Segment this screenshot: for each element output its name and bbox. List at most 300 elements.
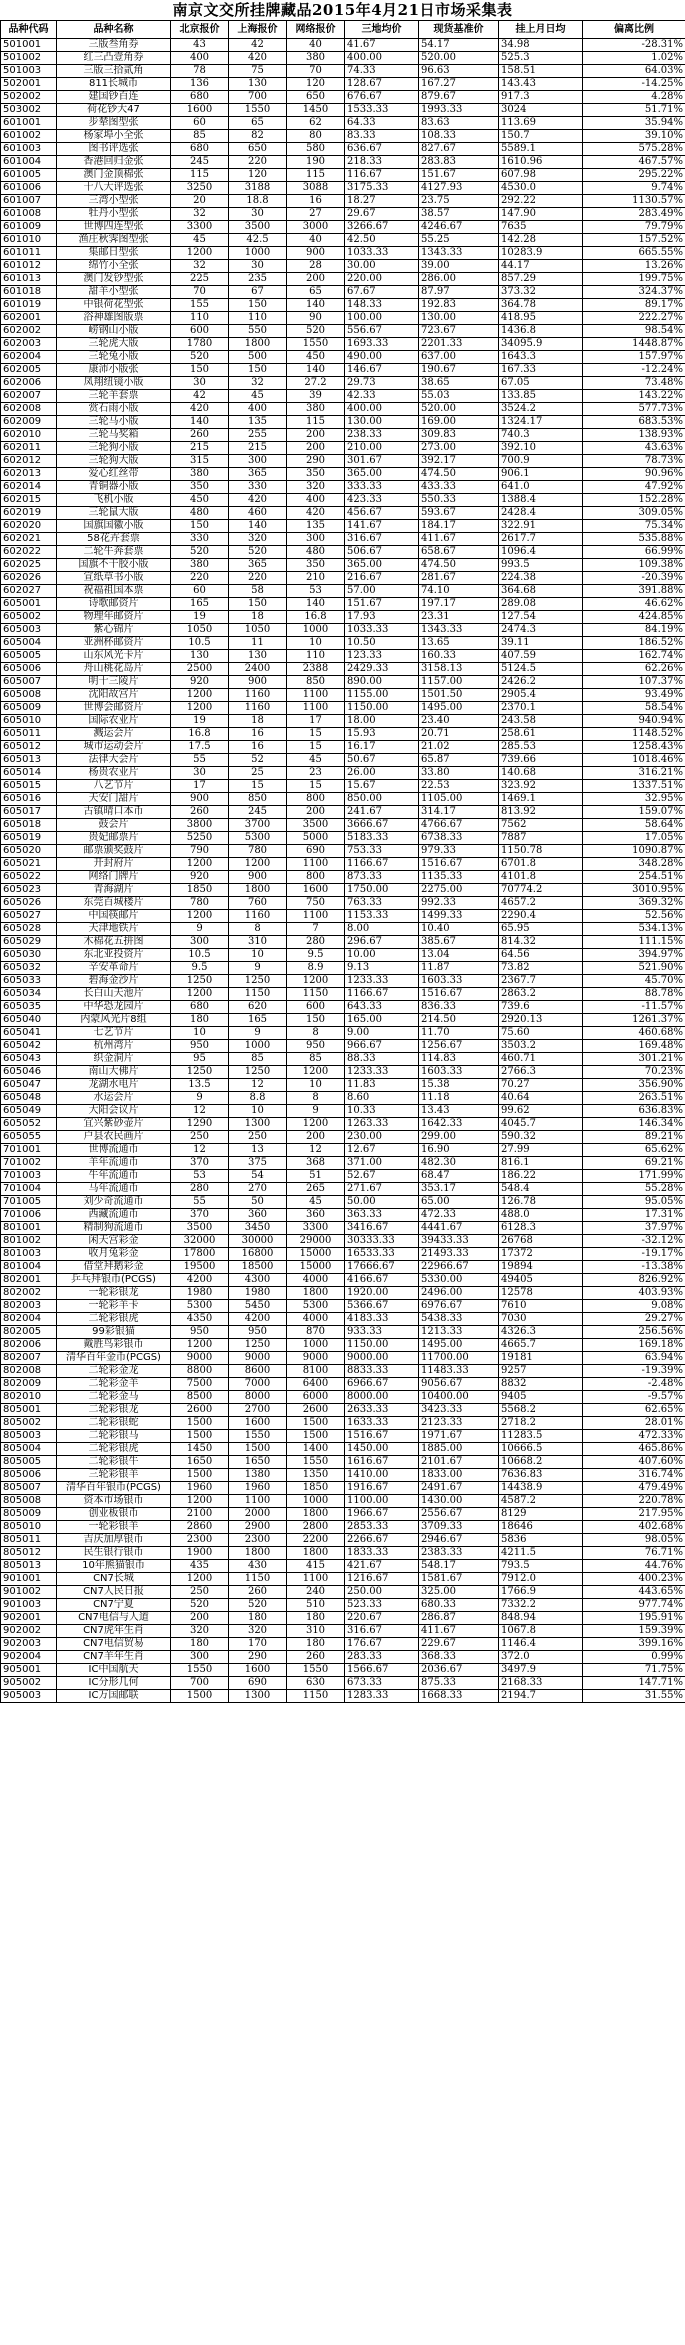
online-price-cell: 368 (287, 1157, 345, 1170)
name-cell: 古镇晴口本币 (57, 806, 171, 819)
code-cell: 605002 (1, 611, 57, 624)
spot-price-cell: 1668.33 (419, 1690, 499, 1703)
listed-avg-cell: 392.10 (499, 442, 583, 455)
code-cell: 805007 (1, 1482, 57, 1495)
table-row (1, 234, 685, 247)
beijing-price-cell: 155 (171, 299, 229, 312)
deviation-cell: 826.92% (583, 1274, 685, 1287)
deviation-cell: 356.90% (583, 1079, 685, 1092)
spot-price-cell: 15.38 (419, 1079, 499, 1092)
online-price-cell: 90 (287, 312, 345, 325)
name-cell: 步辇图型张 (57, 117, 171, 130)
document-title: 南京文交所挂牌藏品2015年4月21日市场采集表 (172, 1, 513, 19)
deviation-cell: 3010.95% (583, 884, 685, 897)
online-price-cell: 450 (287, 351, 345, 364)
name-cell: 借堂拜鹅彩金 (57, 1261, 171, 1274)
listed-avg-cell: 292.22 (499, 195, 583, 208)
deviation-cell: 159.39% (583, 1625, 685, 1638)
avg-price-cell: 18.27 (345, 195, 419, 208)
avg-price-cell: 250.00 (345, 1586, 419, 1599)
beijing-price-cell: 7500 (171, 1378, 229, 1391)
spot-price-cell: 13.43 (419, 1105, 499, 1118)
listed-avg-cell: 906.1 (499, 468, 583, 481)
beijing-price-cell: 920 (171, 871, 229, 884)
deviation-cell: 35.94% (583, 117, 685, 130)
deviation-cell: 17.31% (583, 1209, 685, 1222)
online-price-cell: 850 (287, 676, 345, 689)
table-row (1, 208, 685, 221)
beijing-price-cell: 95 (171, 1053, 229, 1066)
beijing-price-cell: 4350 (171, 1313, 229, 1326)
deviation-cell: 1018.46% (583, 754, 685, 767)
spot-price-cell: 1516.67 (419, 858, 499, 871)
name-cell: 一轮彩银龙 (57, 1287, 171, 1300)
online-price-cell: 1200 (287, 1118, 345, 1131)
spot-price-cell: 385.67 (419, 936, 499, 949)
deviation-cell: 62.26% (583, 663, 685, 676)
table-row (1, 910, 685, 923)
spot-price-cell: 108.33 (419, 130, 499, 143)
code-cell: 802010 (1, 1391, 57, 1404)
listed-avg-cell: 525.3 (499, 52, 583, 65)
table-row (1, 1274, 685, 1287)
online-price-cell: 45 (287, 1196, 345, 1209)
spot-price-cell: 11700.00 (419, 1352, 499, 1365)
spot-price-cell: 2101.67 (419, 1456, 499, 1469)
table-row (1, 91, 685, 104)
code-cell: 802002 (1, 1287, 57, 1300)
shanghai-price-cell: 2400 (229, 663, 287, 676)
code-cell: 802003 (1, 1300, 57, 1313)
beijing-price-cell: 42 (171, 390, 229, 403)
listed-avg-cell: 7636.83 (499, 1469, 583, 1482)
listed-avg-cell: 1388.4 (499, 494, 583, 507)
code-cell: 701006 (1, 1209, 57, 1222)
shanghai-price-cell: 1980 (229, 1287, 287, 1300)
spot-price-cell: 9056.67 (419, 1378, 499, 1391)
code-cell: 805012 (1, 1547, 57, 1560)
spot-price-cell: 6976.67 (419, 1300, 499, 1313)
listed-avg-cell: 75.60 (499, 1027, 583, 1040)
name-cell: 三轮狗小版 (57, 442, 171, 455)
code-cell: 501003 (1, 65, 57, 78)
avg-price-cell: 753.33 (345, 845, 419, 858)
beijing-price-cell: 32 (171, 208, 229, 221)
table-row (1, 793, 685, 806)
deviation-cell: 534.13% (583, 923, 685, 936)
shanghai-price-cell: 4200 (229, 1313, 287, 1326)
name-cell: 戴胜鸟彩银币 (57, 1339, 171, 1352)
shanghai-price-cell: 1600 (229, 1417, 287, 1430)
shanghai-price-cell: 25 (229, 767, 287, 780)
beijing-price-cell: 55 (171, 754, 229, 767)
deviation-cell: -20.39% (583, 572, 685, 585)
table-row (1, 1183, 685, 1196)
deviation-cell: 143.22% (583, 390, 685, 403)
deviation-cell: 64.03% (583, 65, 685, 78)
name-cell: 碧海金沙片 (57, 975, 171, 988)
table-row (1, 715, 685, 728)
online-price-cell: 51 (287, 1170, 345, 1183)
spot-price-cell: 184.17 (419, 520, 499, 533)
spot-price-cell: 20.71 (419, 728, 499, 741)
table-row (1, 702, 685, 715)
table-row (1, 533, 685, 546)
listed-avg-cell: 4665.7 (499, 1339, 583, 1352)
spot-price-cell: 10400.00 (419, 1391, 499, 1404)
table-row (1, 962, 685, 975)
avg-price-cell: 2633.33 (345, 1404, 419, 1417)
beijing-price-cell: 1850 (171, 884, 229, 897)
table-row (1, 1521, 685, 1534)
avg-price-cell: 283.33 (345, 1651, 419, 1664)
online-price-cell: 1000 (287, 1339, 345, 1352)
code-cell: 602022 (1, 546, 57, 559)
code-cell: 602010 (1, 429, 57, 442)
name-cell: 物理年邮资片 (57, 611, 171, 624)
code-cell: 601013 (1, 273, 57, 286)
avg-price-cell: 3266.67 (345, 221, 419, 234)
listed-avg-cell: 12578 (499, 1287, 583, 1300)
deviation-cell: 71.75% (583, 1664, 685, 1677)
code-cell: 601019 (1, 299, 57, 312)
online-price-cell: 310 (287, 1625, 345, 1638)
listed-avg-cell: 39.11 (499, 637, 583, 650)
name-cell: 辛安革命片 (57, 962, 171, 975)
deviation-cell: 0.99% (583, 1651, 685, 1664)
avg-price-cell: 1533.33 (345, 104, 419, 117)
name-cell: 三版叁角券 (57, 39, 171, 52)
online-price-cell: 800 (287, 871, 345, 884)
table-row (1, 1417, 685, 1430)
listed-avg-cell: 4045.7 (499, 1118, 583, 1131)
table-row (1, 676, 685, 689)
table-row (1, 598, 685, 611)
deviation-cell: 65.62% (583, 1144, 685, 1157)
code-cell: 605018 (1, 819, 57, 832)
shanghai-price-cell: 1250 (229, 975, 287, 988)
table-row (1, 1287, 685, 1300)
avg-price-cell: 230.00 (345, 1131, 419, 1144)
code-cell: 602004 (1, 351, 57, 364)
table-row (1, 1118, 685, 1131)
table-row (1, 468, 685, 481)
online-price-cell: 6000 (287, 1391, 345, 1404)
spot-price-cell: 197.17 (419, 598, 499, 611)
beijing-price-cell: 8500 (171, 1391, 229, 1404)
online-price-cell: 16 (287, 195, 345, 208)
code-cell: 602008 (1, 403, 57, 416)
spot-price-cell: 411.67 (419, 1625, 499, 1638)
listed-avg-cell: 848.94 (499, 1612, 583, 1625)
avg-price-cell: 1616.67 (345, 1456, 419, 1469)
avg-price-cell: 74.33 (345, 65, 419, 78)
online-price-cell: 265 (287, 1183, 345, 1196)
code-cell: 602003 (1, 338, 57, 351)
deviation-cell: 636.83% (583, 1105, 685, 1118)
online-price-cell: 400 (287, 494, 345, 507)
avg-price-cell: 116.67 (345, 169, 419, 182)
shanghai-price-cell: 400 (229, 403, 287, 416)
name-cell: 沈阳故宫片 (57, 689, 171, 702)
beijing-price-cell: 1250 (171, 975, 229, 988)
table-row (1, 1196, 685, 1209)
shanghai-price-cell: 8.8 (229, 1092, 287, 1105)
name-cell: 一轮彩羊卡 (57, 1300, 171, 1313)
online-price-cell: 1800 (287, 1547, 345, 1560)
deviation-cell: 169.18% (583, 1339, 685, 1352)
online-price-cell: 8.9 (287, 962, 345, 975)
name-cell: 南山大佛片 (57, 1066, 171, 1079)
beijing-price-cell: 1500 (171, 1417, 229, 1430)
table-row (1, 403, 685, 416)
avg-price-cell: 41.67 (345, 39, 419, 52)
beijing-price-cell: 2300 (171, 1534, 229, 1547)
code-cell: 805008 (1, 1495, 57, 1508)
name-cell: 凤翔纽镜小版 (57, 377, 171, 390)
listed-avg-cell: 4530.0 (499, 182, 583, 195)
column-beijing-price-header: 北京报价 (171, 21, 229, 39)
spot-price-cell: 1135.33 (419, 871, 499, 884)
spot-price-cell: 520.00 (419, 52, 499, 65)
shanghai-price-cell: 165 (229, 1014, 287, 1027)
shanghai-price-cell: 52 (229, 754, 287, 767)
beijing-price-cell: 2860 (171, 1521, 229, 1534)
name-cell: 荷花钞大47 (57, 104, 171, 117)
deviation-cell: 575.28% (583, 143, 685, 156)
avg-price-cell: 83.33 (345, 130, 419, 143)
name-cell: 天津地铁片 (57, 923, 171, 936)
avg-price-cell: 1216.67 (345, 1573, 419, 1586)
name-cell: 爱心红丝带 (57, 468, 171, 481)
beijing-price-cell: 1500 (171, 1430, 229, 1443)
avg-price-cell: 890.00 (345, 676, 419, 689)
listed-avg-cell: 814.32 (499, 936, 583, 949)
deviation-cell: 84.19% (583, 624, 685, 637)
spot-price-cell: 1430.00 (419, 1495, 499, 1508)
shanghai-price-cell: 150 (229, 598, 287, 611)
code-cell: 605020 (1, 845, 57, 858)
avg-price-cell: 128.67 (345, 78, 419, 91)
code-cell: 502002 (1, 91, 57, 104)
table-row (1, 1456, 685, 1469)
spot-price-cell: 593.67 (419, 507, 499, 520)
avg-price-cell: 365.00 (345, 468, 419, 481)
online-price-cell: 39 (287, 390, 345, 403)
deviation-cell: 316.21% (583, 767, 685, 780)
name-cell: CN7人民日报 (57, 1586, 171, 1599)
code-cell: 605019 (1, 832, 57, 845)
spot-price-cell: 286.00 (419, 273, 499, 286)
table-row (1, 1430, 685, 1443)
code-cell: 602009 (1, 416, 57, 429)
beijing-price-cell: 5250 (171, 832, 229, 845)
code-cell: 605046 (1, 1066, 57, 1079)
shanghai-price-cell: 65 (229, 117, 287, 130)
code-cell: 605047 (1, 1079, 57, 1092)
shanghai-price-cell: 520 (229, 1599, 287, 1612)
beijing-price-cell: 9000 (171, 1352, 229, 1365)
name-cell: 开封府片 (57, 858, 171, 871)
shanghai-price-cell: 300 (229, 455, 287, 468)
shanghai-price-cell: 1800 (229, 338, 287, 351)
code-cell: 503002 (1, 104, 57, 117)
deviation-cell: 407.60% (583, 1456, 685, 1469)
spot-price-cell: 192.83 (419, 299, 499, 312)
code-cell: 602026 (1, 572, 57, 585)
table-row (1, 442, 685, 455)
beijing-price-cell: 1980 (171, 1287, 229, 1300)
shanghai-price-cell: 1650 (229, 1456, 287, 1469)
table-row (1, 728, 685, 741)
shanghai-price-cell: 1250 (229, 1066, 287, 1079)
online-price-cell: 300 (287, 533, 345, 546)
listed-avg-cell: 7332.2 (499, 1599, 583, 1612)
beijing-price-cell: 45 (171, 234, 229, 247)
avg-price-cell: 88.33 (345, 1053, 419, 1066)
spot-price-cell: 875.33 (419, 1677, 499, 1690)
online-price-cell: 15 (287, 728, 345, 741)
spot-price-cell: 1499.33 (419, 910, 499, 923)
online-price-cell: 8 (287, 1027, 345, 1040)
avg-price-cell: 12.67 (345, 1144, 419, 1157)
listed-avg-cell: 64.56 (499, 949, 583, 962)
online-price-cell: 750 (287, 897, 345, 910)
listed-avg-cell: 4211.5 (499, 1547, 583, 1560)
online-price-cell: 10 (287, 1079, 345, 1092)
shanghai-price-cell: 760 (229, 897, 287, 910)
online-price-cell: 1550 (287, 338, 345, 351)
deviation-cell: 465.86% (583, 1443, 685, 1456)
shanghai-price-cell: 67 (229, 286, 287, 299)
name-cell: 绵竹小全张 (57, 260, 171, 273)
shanghai-price-cell: 1960 (229, 1482, 287, 1495)
name-cell: 渔庄秋霁图型张 (57, 234, 171, 247)
spot-price-cell: 309.83 (419, 429, 499, 442)
listed-avg-cell: 2617.7 (499, 533, 583, 546)
name-cell: 木棉花五拼图 (57, 936, 171, 949)
code-cell: 602001 (1, 312, 57, 325)
name-cell: 长白山天池片 (57, 988, 171, 1001)
table-row (1, 117, 685, 130)
listed-avg-cell: 418.95 (499, 312, 583, 325)
deviation-cell: 301.21% (583, 1053, 685, 1066)
beijing-price-cell: 215 (171, 442, 229, 455)
beijing-price-cell: 435 (171, 1560, 229, 1573)
avg-price-cell: 210.00 (345, 442, 419, 455)
online-price-cell: 240 (287, 1586, 345, 1599)
name-cell: 龙湖水电片 (57, 1079, 171, 1092)
avg-price-cell: 67.67 (345, 286, 419, 299)
table-row (1, 988, 685, 1001)
deviation-cell: 162.74% (583, 650, 685, 663)
online-price-cell: 7 (287, 923, 345, 936)
deviation-cell: -14.25% (583, 78, 685, 91)
spot-price-cell: 433.33 (419, 481, 499, 494)
spot-price-cell: 11483.33 (419, 1365, 499, 1378)
avg-price-cell: 1450.00 (345, 1443, 419, 1456)
online-price-cell: 65 (287, 286, 345, 299)
spot-price-cell: 23.31 (419, 611, 499, 624)
listed-avg-cell: 1436.8 (499, 325, 583, 338)
online-price-cell: 1550 (287, 1664, 345, 1677)
deviation-cell: 70.23% (583, 1066, 685, 1079)
online-price-cell: 360 (287, 1209, 345, 1222)
deviation-cell: 460.68% (583, 1027, 685, 1040)
online-price-cell: 510 (287, 1599, 345, 1612)
name-cell: 三版三拾贰角 (57, 65, 171, 78)
avg-price-cell: 1166.67 (345, 858, 419, 871)
code-cell: 605052 (1, 1118, 57, 1131)
online-price-cell: 27 (287, 208, 345, 221)
deviation-cell: 535.88% (583, 533, 685, 546)
spot-price-cell: 550.33 (419, 494, 499, 507)
online-price-cell: 320 (287, 481, 345, 494)
deviation-cell: 98.54% (583, 325, 685, 338)
beijing-price-cell: 1200 (171, 858, 229, 871)
avg-price-cell: 1516.67 (345, 1430, 419, 1443)
avg-price-cell: 4183.33 (345, 1313, 419, 1326)
code-cell: 605033 (1, 975, 57, 988)
listed-avg-cell: 2367.7 (499, 975, 583, 988)
code-cell: 805011 (1, 1534, 57, 1547)
beijing-price-cell: 400 (171, 52, 229, 65)
name-cell: 澳门发钞型张 (57, 273, 171, 286)
listed-avg-cell: 5836 (499, 1534, 583, 1547)
beijing-price-cell: 300 (171, 936, 229, 949)
name-cell: 东北亚投资片 (57, 949, 171, 962)
spot-price-cell: 114.83 (419, 1053, 499, 1066)
name-cell: 三轮马小版 (57, 416, 171, 429)
listed-avg-cell: 167.33 (499, 364, 583, 377)
deviation-cell: -19.39% (583, 1365, 685, 1378)
deviation-cell: 199.75% (583, 273, 685, 286)
spot-price-cell: 474.50 (419, 559, 499, 572)
column-online-price-header: 网络报价 (287, 21, 345, 39)
shanghai-price-cell: 54 (229, 1170, 287, 1183)
deviation-cell: 171.99% (583, 1170, 685, 1183)
name-cell: 乒乓拜银币(PCGS) (57, 1274, 171, 1287)
listed-avg-cell: 140.68 (499, 767, 583, 780)
avg-price-cell: 1633.33 (345, 1417, 419, 1430)
deviation-cell: 32.95% (583, 793, 685, 806)
name-cell: 中银荷花型张 (57, 299, 171, 312)
beijing-price-cell: 1960 (171, 1482, 229, 1495)
beijing-price-cell: 1600 (171, 104, 229, 117)
online-price-cell: 1200 (287, 1066, 345, 1079)
shanghai-price-cell: 42.5 (229, 234, 287, 247)
beijing-price-cell: 1650 (171, 1456, 229, 1469)
online-price-cell: 70 (287, 65, 345, 78)
name-cell: 二轮牛奔套票 (57, 546, 171, 559)
avg-price-cell: 296.67 (345, 936, 419, 949)
beijing-price-cell: 4200 (171, 1274, 229, 1287)
table-row (1, 169, 685, 182)
code-cell: 605035 (1, 1001, 57, 1014)
online-price-cell: 290 (287, 455, 345, 468)
shanghai-price-cell: 2900 (229, 1521, 287, 1534)
shanghai-price-cell: 8 (229, 923, 287, 936)
table-row (1, 1534, 685, 1547)
name-cell: 二轮彩银马 (57, 1430, 171, 1443)
spot-price-cell: 4441.67 (419, 1222, 499, 1235)
code-cell: 605009 (1, 702, 57, 715)
avg-price-cell: 523.33 (345, 1599, 419, 1612)
code-cell: 605048 (1, 1092, 57, 1105)
spot-price-cell: 160.33 (419, 650, 499, 663)
beijing-price-cell: 1200 (171, 702, 229, 715)
shanghai-price-cell: 1300 (229, 1118, 287, 1131)
